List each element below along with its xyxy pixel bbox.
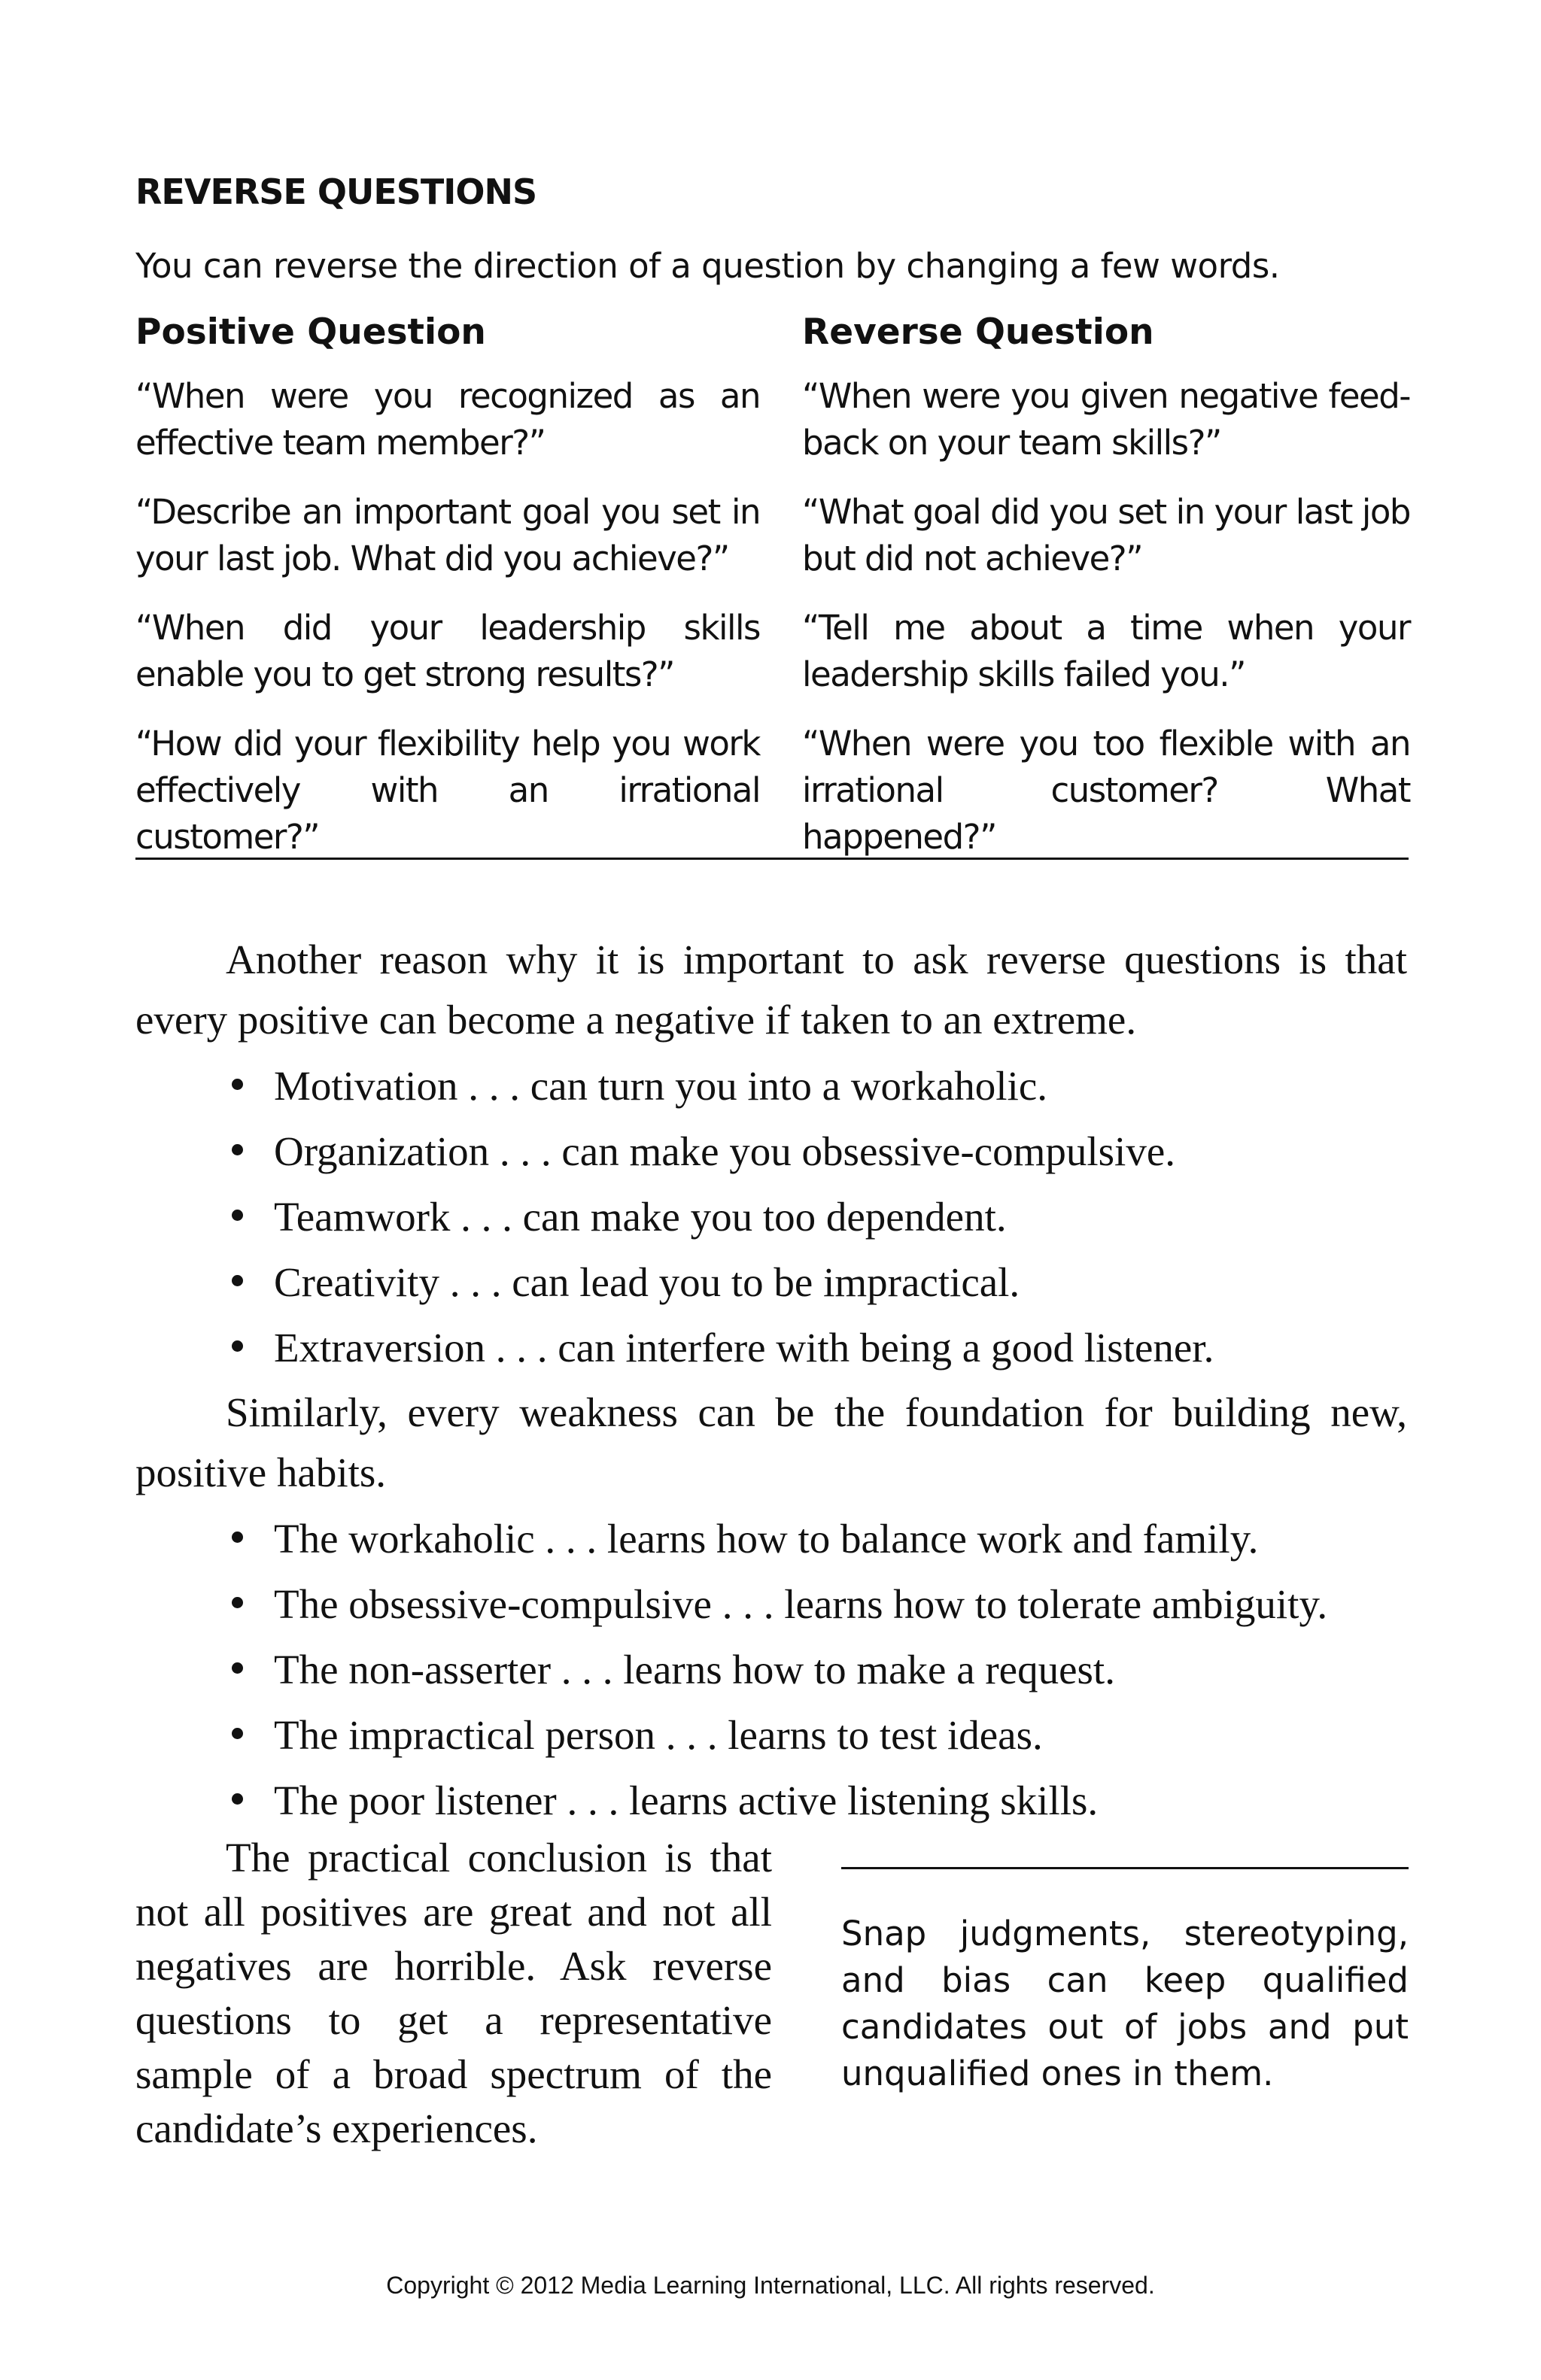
list-item-text: Organization . . . can make you obsessive-compulsive. [274, 1128, 1175, 1174]
body-section-2 [135, 1383, 1407, 1833]
reverse-question-heading: Reverse Question [802, 311, 1154, 353]
list-item [135, 1184, 1407, 1249]
list-item-text: Teamwork . . . can make you too dependent. [274, 1194, 1007, 1240]
positive-question-heading: Positive Question [135, 311, 486, 353]
paragraph-conclusion: The practical conclusion is that not all positives are great and not all negatives are horrible. Ask reverse questions to get a representative sample of a broad spectrum of the candidate’s experiences. [135, 1835, 772, 2151]
body-section-1 [135, 930, 1407, 1380]
list-item-text: The impractical person . . . learns to test ideas. [274, 1712, 1043, 1758]
bullet-icon [232, 1728, 243, 1739]
positive-question-column [135, 308, 760, 883]
box-title: REVERSE QUESTIONS [135, 172, 537, 212]
list-item-text: The non-asserter . . . learns how to make a request. [274, 1647, 1115, 1692]
list-item-text: The obsessive-compulsive . . . learns how to tolerate ambiguity. [274, 1581, 1328, 1627]
reverse-question: “When were you too flexible with an irrational customer? What happened?” [802, 724, 1410, 857]
list-item [135, 1315, 1407, 1380]
pull-quote: Snap judgments, stereotyping, and bias can keep qualified candidates out of jobs and put unqualified ones in them. [841, 1914, 1409, 2093]
list-item [135, 1249, 1407, 1315]
reverse-question: “What goal did you set in your last job but did not achieve?” [802, 492, 1410, 578]
list-item [135, 1768, 1407, 1833]
bullet-icon [232, 1662, 243, 1674]
reverse-question: “When were you given negative feed- back on your team skills?” [802, 376, 1410, 463]
positive-question: “When were you recognized as an effective team member?” [135, 376, 760, 463]
reverse-question-column [802, 308, 1410, 883]
list-item-text: Extraversion . . . can interfere with being a good listener. [274, 1325, 1214, 1371]
bullet-icon [232, 1210, 243, 1221]
weaknesses-list [135, 1506, 1407, 1833]
copyright-notice: Copyright © 2012 Media Learning International, LLC. All rights reserved. [386, 2272, 1155, 2299]
positive-question: “Describe an important goal you set in your last job. What did you achieve?” [135, 492, 760, 578]
list-item-text: Creativity . . . can lead you to be impractical. [274, 1259, 1020, 1305]
box-bottom-rule [135, 858, 1409, 860]
paragraph-reverse-reason: Another reason why it is important to ask reverse questions is that every positive can become a negative if taken to an extreme. [135, 937, 1407, 1043]
box-intro: You can reverse the direction of a question by changing a few words. [135, 246, 1280, 286]
list-item [135, 1506, 1407, 1571]
paragraph-weakness: Similarly, every weakness can be the foundation for building new, positive habits. [135, 1389, 1407, 1495]
reverse-question: “Tell me about a time when your leadership skills failed you.” [802, 608, 1410, 694]
bullet-icon [232, 1532, 243, 1543]
bullet-icon [232, 1079, 243, 1090]
list-item-text: The workaholic . . . learns how to balance work and family. [274, 1516, 1259, 1562]
list-item [135, 1571, 1407, 1637]
bullet-icon [232, 1340, 243, 1352]
list-item [135, 1053, 1407, 1119]
list-item [135, 1702, 1407, 1768]
bullet-icon [232, 1144, 243, 1155]
list-item-text: Motivation . . . can turn you into a workaholic. [274, 1063, 1048, 1109]
positive-question: “How did your flexibility help you work effectively with an irrational customer?” [135, 724, 760, 857]
positive-question: “When did your leadership skills enable you to get strong results?” [135, 608, 760, 694]
pullquote-rule [841, 1867, 1409, 1869]
list-item-text: The poor listener . . . learns active listening skills. [274, 1777, 1099, 1823]
positives-list [135, 1053, 1407, 1380]
list-item [135, 1637, 1407, 1702]
list-item [135, 1119, 1407, 1184]
bullet-icon [232, 1275, 243, 1286]
bullet-icon [232, 1793, 243, 1805]
bullet-icon [232, 1597, 243, 1608]
